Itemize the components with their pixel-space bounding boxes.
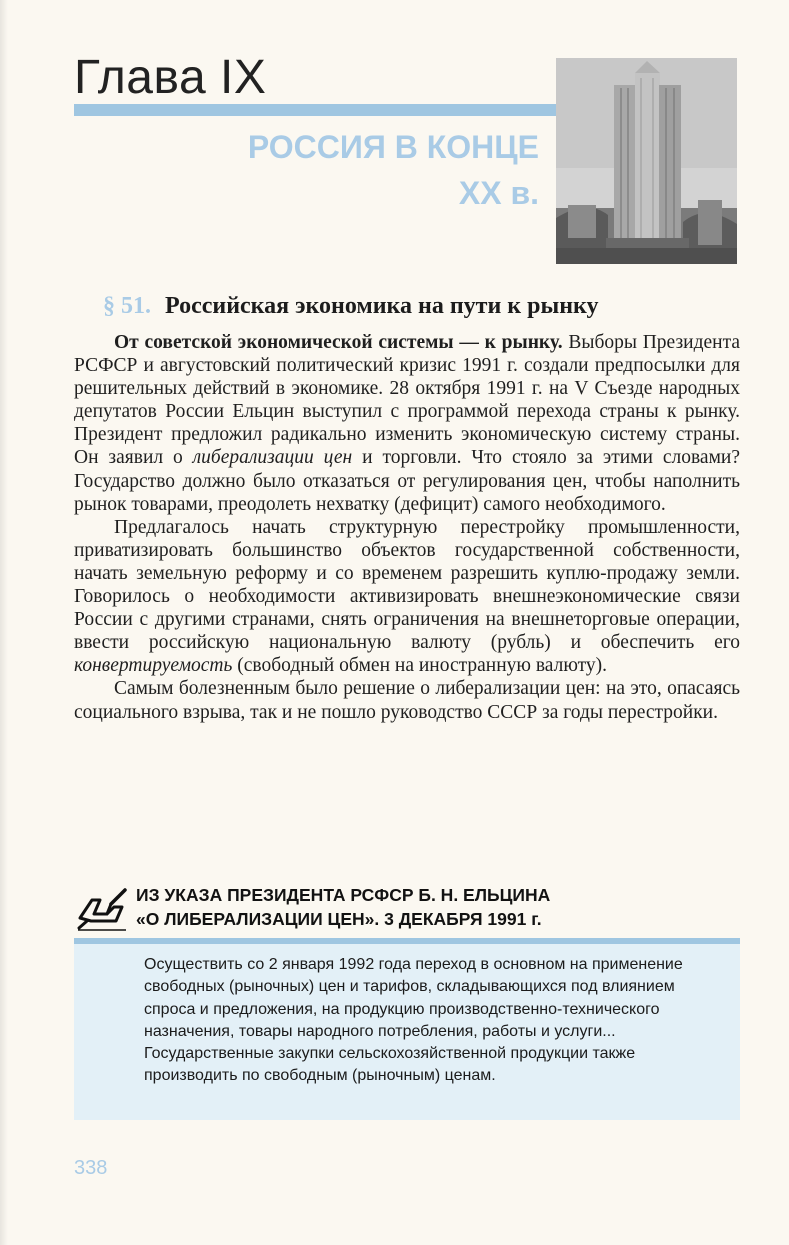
paragraph-3 xyxy=(74,677,740,723)
section-number: § 51. xyxy=(103,293,151,319)
paragraph-1-lead: От советской экономической системы — к рынку. xyxy=(114,332,563,353)
chapter-rule xyxy=(74,104,556,116)
paragraph-1 xyxy=(74,331,740,516)
document-header xyxy=(74,880,740,938)
chapter-label: Глава IX xyxy=(74,51,267,104)
chapter-title-line-1: РОССИЯ В КОНЦЕ xyxy=(247,129,539,165)
document-title-line-2: «О ЛИБЕРАЛИЗАЦИИ ЦЕН». 3 ДЕКАБРЯ 1991 г. xyxy=(136,909,542,929)
section-title: Российская экономика на пути к рынку xyxy=(165,293,599,319)
document-title xyxy=(136,883,740,931)
paragraph-2-text-b: (свободный обмен на иностранную валюту). xyxy=(232,655,608,677)
document-body xyxy=(74,944,740,1120)
paragraph-1-text-a: Выборы Президента РСФСР и августовский политический кризис 1991 г. создали предпосылки для решительных действий в экономике. 28 октября 1991 г. на V Съезде народных депутатов России Ельцин выступил с программой перехода страны к рынку. Президент предложил радикально изменить экономическую систему страны. Он заявил о xyxy=(74,332,741,469)
document-excerpt xyxy=(74,880,740,1120)
document-text: Осуществить со 2 января 1992 года переход в основном на применение свободных (рыночных) цен и тарифов, складывающихся под влиянием спроса и предложения, на продукцию производственно-технического назначения, товары народного потребления, работы и услуги... Государственные закупки сельскохозяйственной продукции также производить по свободным (рыночным) ценам. xyxy=(144,956,683,1085)
page-number: 338 xyxy=(74,1157,108,1179)
writing-hand-icon xyxy=(76,887,128,931)
chapter-title-line-2: XX в. xyxy=(458,175,539,211)
paragraph-2 xyxy=(74,516,740,678)
paragraph-1-text-b: и торговли. Что стояло за этими словами? Государство должно было отказаться от регулирования цен, чтобы наполнить рынок товарами, преодолеть нехватку (дефицит) самого необходимого. xyxy=(74,447,741,515)
building-photo xyxy=(556,58,737,264)
section-body xyxy=(74,331,740,724)
section-heading xyxy=(103,293,743,320)
paragraph-2-emphasis: конвертируемость xyxy=(74,655,233,677)
document-title-line-1: ИЗ УКАЗА ПРЕЗИДЕНТА РСФСР Б. Н. ЕЛЬЦИНА xyxy=(136,885,551,905)
paragraph-1-emphasis: либерализации цен xyxy=(192,447,353,469)
paragraph-2-text-a: Предлагалось начать структурную перестройку промышленности, приватизировать большинство объектов государственной собственности, начать земельную реформу и со временем разрешить куплю-продажу земли. Говорилось о необходимости активизировать внешнеэкономические связи России с другими странами, снять ограничения на внешнеторговые операции, ввести российскую национальную валюту (рубль) и обеспечить его xyxy=(74,516,740,654)
chapter-title xyxy=(248,124,539,216)
building-photo-illustration xyxy=(556,58,737,264)
page-spine-shadow xyxy=(0,0,8,1245)
paragraph-3-text: Самым болезненным было решение о либерализации цен: на это, опасаясь социального взрыва, так и не пошло руководство СССР за годы перестройки. xyxy=(74,678,740,723)
